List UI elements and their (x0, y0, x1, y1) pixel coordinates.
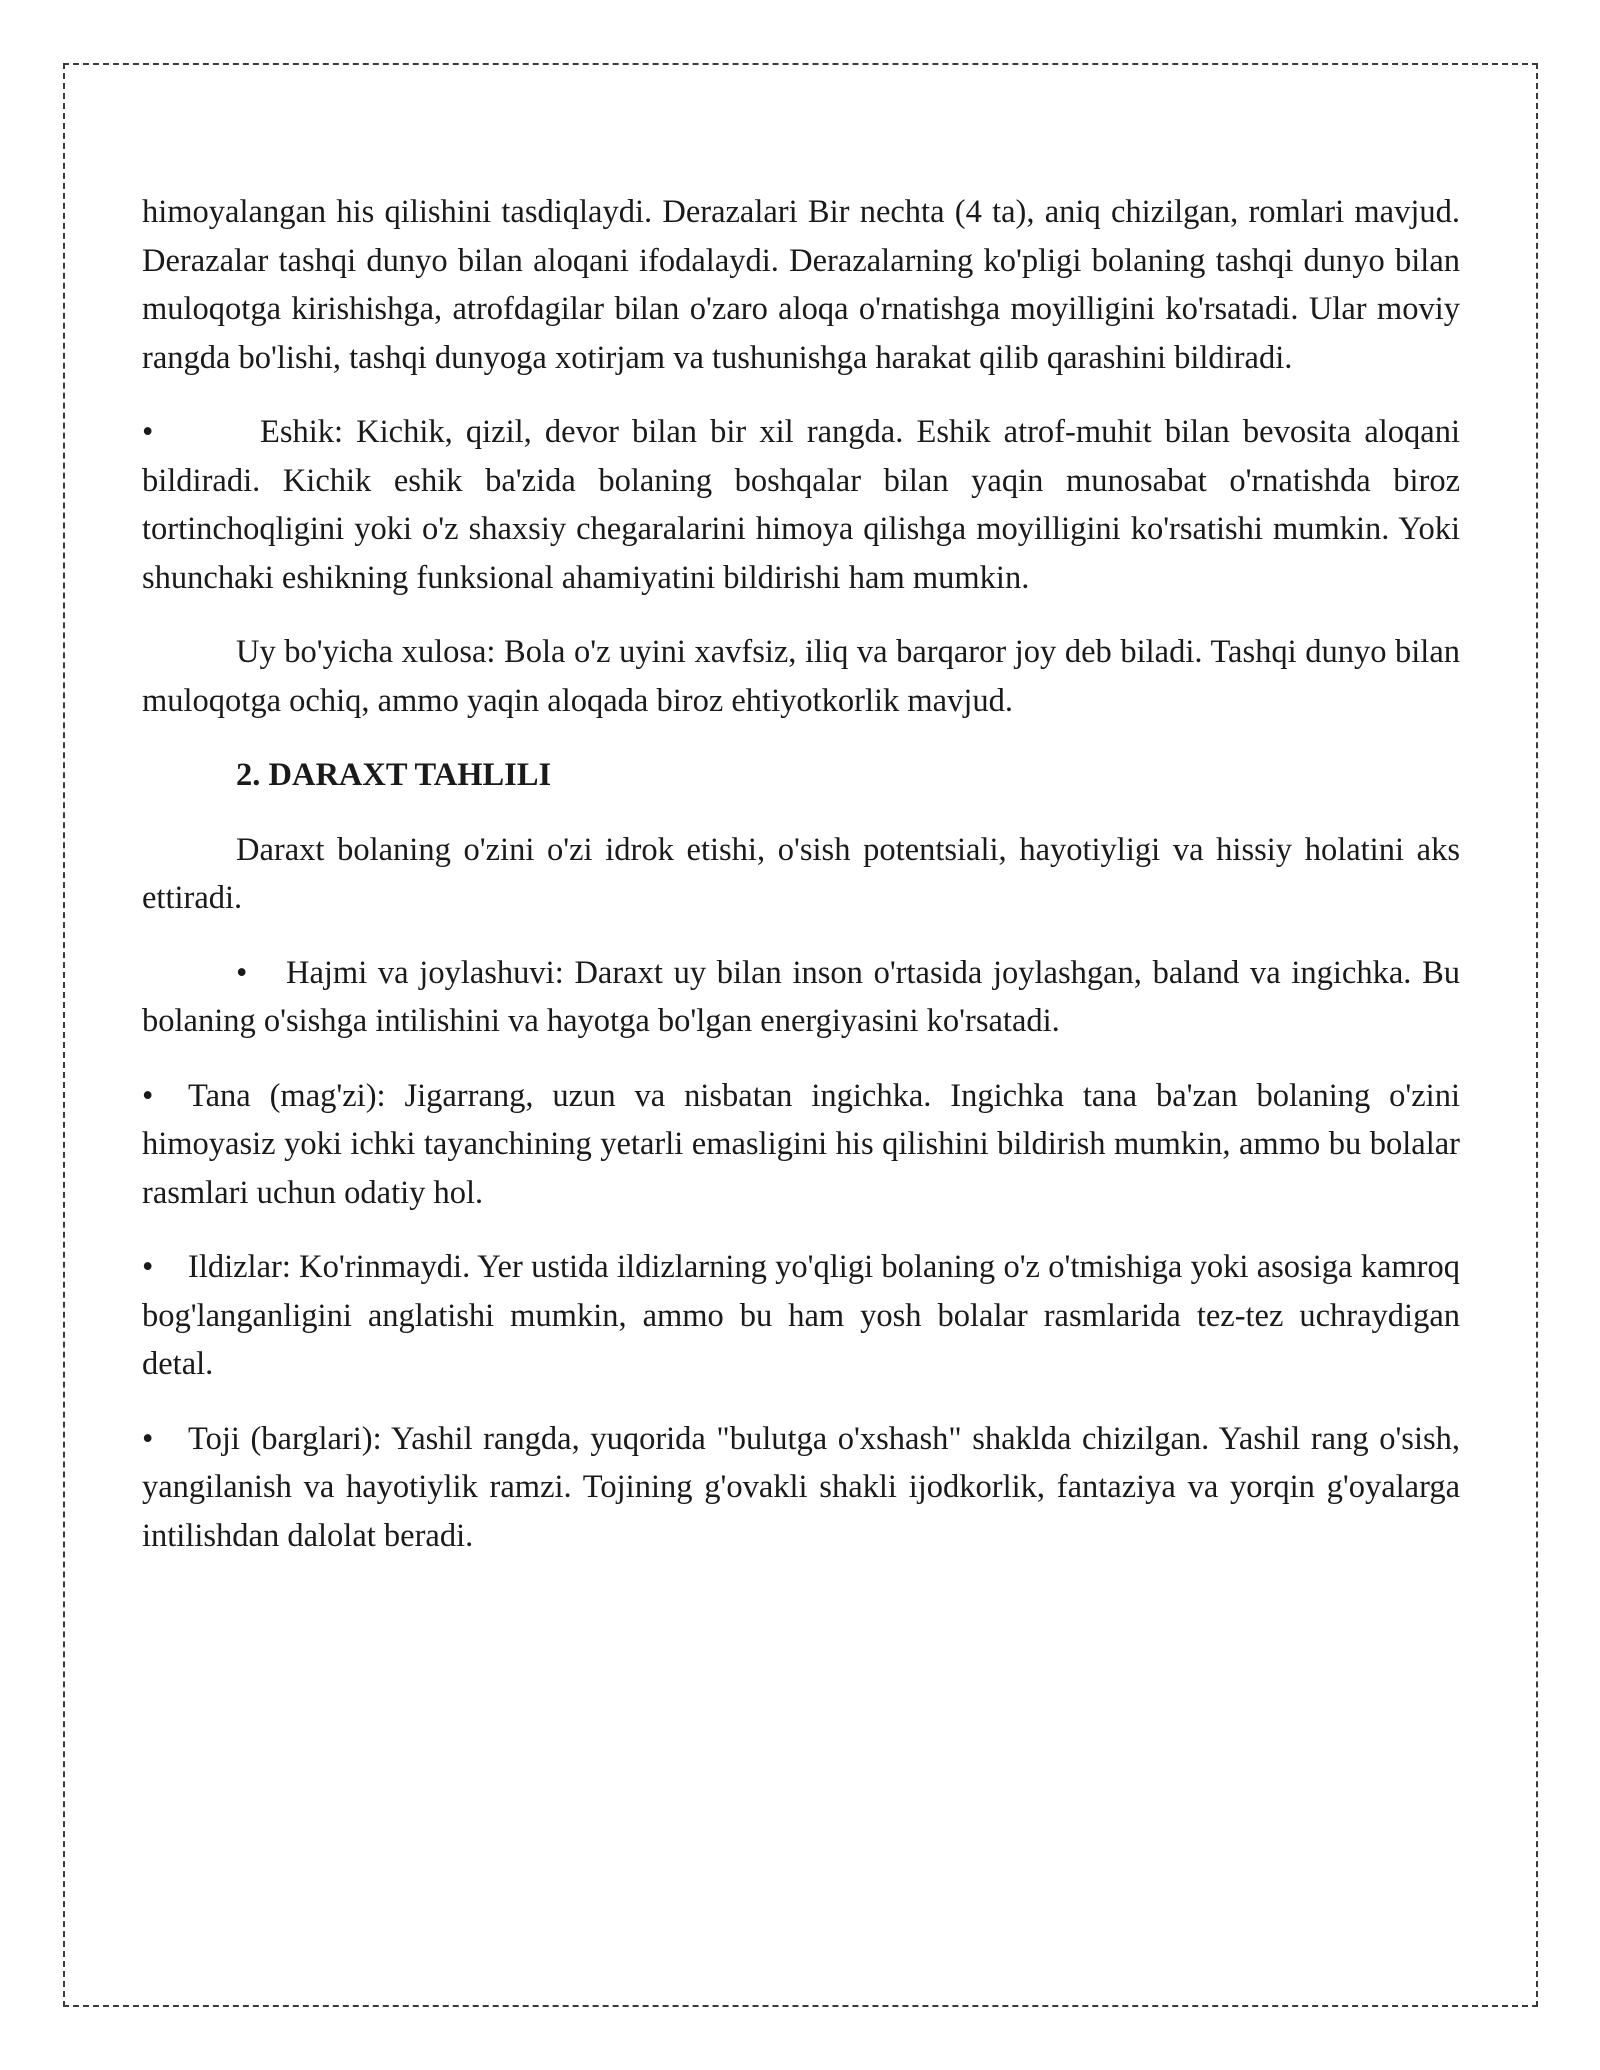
document-body (142, 188, 1460, 1586)
paragraph-windows: himoyalangan his qilishini tasdiqlaydi. Derazalari Bir nechta (4 ta), aniq chizilgan, romlari mavjud. Derazalar tashqi dunyo bilan aloqani ifodalaydi. Derazalarning ko'pligi bolaning tashqi dunyo bilan muloqotga kirishishga, atrofdagilar bilan o'zaro aloqa o'rnatishga moyilligini ko'rsatadi. Ular moviy rangda bo'lishi, tashqi dunyoga xotirjam va tushunishga harakat qilib qarashini bildiradi. (142, 194, 1460, 376)
paragraph-tree-size (142, 949, 1460, 1046)
paragraph-tree-roots-text: Ildizlar: Ko'rinmaydi. Yer ustida ildizlarning yo'qligi bolaning o'z o'tmishiga yoki asosiga kamroq bog'langanligini anglatishi mumkin, ammo bu ham yosh bolalar rasmlarida tez-tez uchraydigan detal. (142, 1249, 1460, 1382)
bullet-marker: • (142, 1420, 154, 1457)
paragraph-door (142, 408, 1460, 602)
paragraph-tree-size-text: Hajmi va joylashuvi: Daraxt uy bilan inson o'rtasida joylashgan, baland va ingichka. Bu bolaning o'sishga intilishini va hayotga bo'lgan energiyasini ko'rsatadi. (142, 954, 1460, 1039)
bullet-marker: • (236, 954, 248, 991)
paragraph-tree-crown (142, 1415, 1460, 1561)
paragraph-house-summary: Uy bo'yicha xulosa: Bola o'z uyini xavfsiz, iliq va barqaror joy deb biladi. Tashqi dunyo bilan muloqotga ochiq, ammo yaqin aloqada biroz ehtiyotkorlik mavjud. (142, 634, 1460, 719)
bullet-marker: • (142, 414, 154, 450)
bullet-marker: • (142, 1077, 154, 1114)
paragraph-tree-intro: Daraxt bolaning o'zini o'zi idrok etishi, o'sish potentsiali, hayotiyligi va hissiy holatini aks ettiradi. (142, 831, 1460, 916)
paragraph-tree-crown-text: Toji (barglari): Yashil rangda, yuqorida "bulutga o'xshash" shaklda chizilgan. Yashil rang o'sish, yangilanish va hayotiylik ramzi. Tojining g'ovakli shakli ijodkorlik, fantaziya va yorqin g'oyalarga intilishdan dalolat beradi. (142, 1420, 1460, 1554)
paragraph-tree-trunk (142, 1072, 1460, 1218)
paragraph-door-text: Eshik: Kichik, qizil, devor bilan bir xil rangda. Eshik atrof-muhit bilan bevosita aloqani bildiradi. Kichik eshik ba'zida bolaning boshqalar bilan yaqin munosabat o'rnatishda biroz tortinchoqligini yoki o'z shaxsiy chegaralarini himoya qilishga moyilligini ko'rsatishi mumkin. Yoki shunchaki eshikning funksional ahamiyatini bildirishi ham mumkin. (142, 414, 1460, 596)
paragraph-tree-trunk-text: Tana (mag'zi): Jigarrang, uzun va nisbatan ingichka. Ingichka tana ba'zan bolaning o'zini himoyasiz yoki ichki tayanchining yetarli emasligini his qilishini bildirish mumkin, ammo bu bolalar rasmlari uchun odatiy hol. (142, 1077, 1460, 1211)
bullet-marker: • (142, 1249, 154, 1285)
section-heading-tree: 2. DARAXT TAHLILI (236, 757, 552, 793)
paragraph-tree-roots (142, 1243, 1460, 1389)
